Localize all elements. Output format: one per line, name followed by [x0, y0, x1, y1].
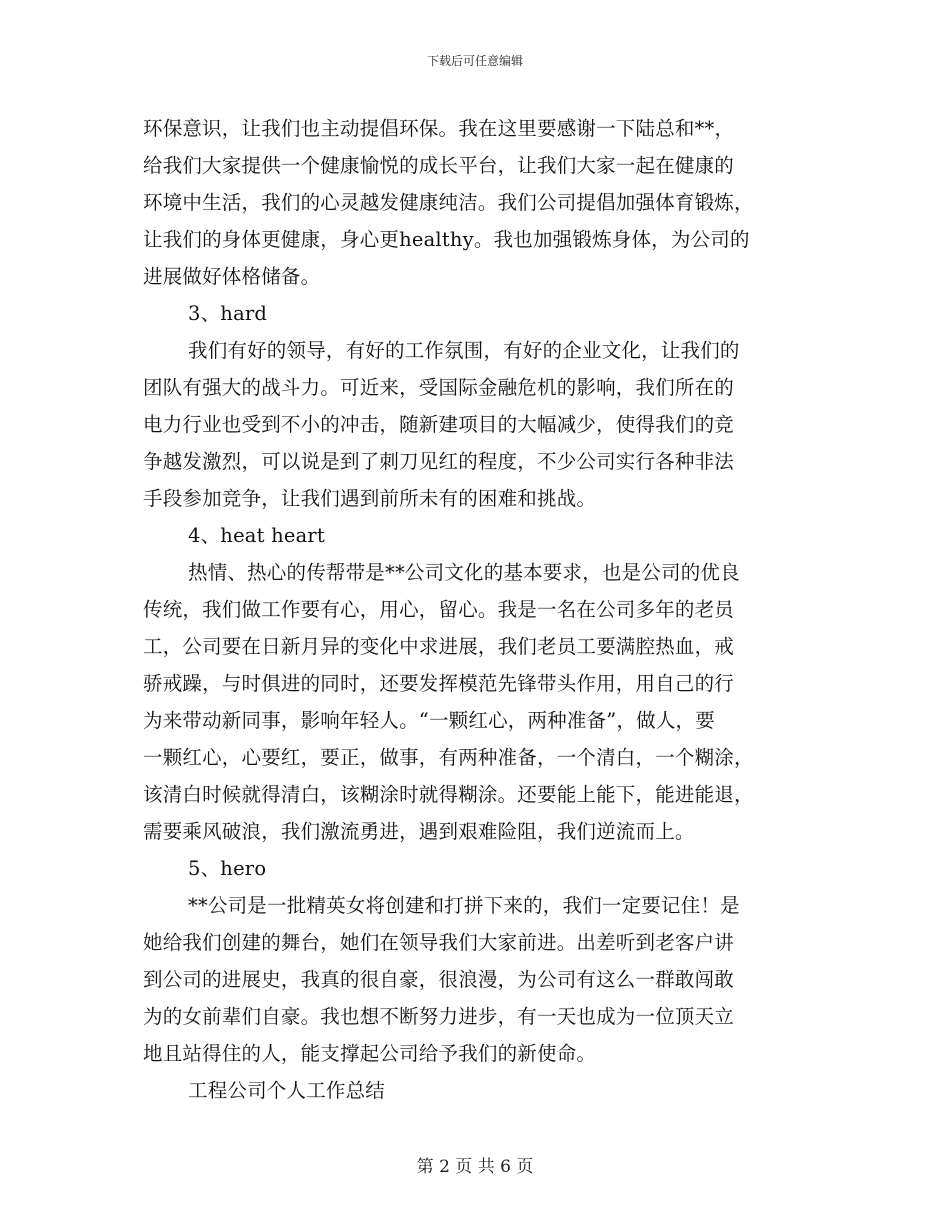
section-heading-hero: 5、hero	[188, 857, 267, 880]
body-line: 骄戒躁，与时俱进的同时，还要发挥模范先锋带头作用，用自己的行	[143, 672, 735, 695]
body-line: **公司是一批精英女将创建和打拼下来的，我们一定要记住！是	[188, 894, 740, 917]
page-header: 下载后可任意编辑	[426, 54, 523, 68]
body-line: 电力行业也受到不小的冲击，随新建项目的大幅减少，使得我们的竞	[143, 413, 735, 436]
body-line: 地且站得住的人，能支撑起公司给予我们的新使命。	[143, 1042, 597, 1065]
page-footer-number: 第 2 页 共 6 页	[416, 1157, 534, 1177]
body-line: 环保意识，让我们也主动提倡环保。我在这里要感谢一下陆总和**，	[143, 117, 735, 140]
section-heading-heat-heart: 4、heat heart	[188, 524, 325, 547]
document-body	[143, 110, 811, 1109]
body-line: 环境中生活，我们的心灵越发健康纯洁。我们公司提倡加强体育锻炼，	[143, 191, 754, 214]
body-line: 她给我们创建的舞台，她们在领导我们大家前进。出差听到老客户讲	[143, 931, 735, 954]
body-line: 该清白时候就得清白，该糊涂时就得糊涂。还要能上能下，能进能退，	[143, 783, 754, 806]
body-line: 为来带动新同事，影响年轻人。“一颗红心，两种准备”，做人，要	[143, 709, 715, 732]
section-title: 工程公司个人工作总结	[188, 1079, 386, 1102]
body-line: 我们有好的领导，有好的工作氛围，有好的企业文化，让我们的	[188, 339, 740, 362]
body-line: 团队有强大的战斗力。可近来，受国际金融危机的影响，我们所在的	[143, 376, 735, 399]
body-line: 给我们大家提供一个健康愉悦的成长平台，让我们大家一起在健康的	[143, 154, 735, 177]
body-line: 让我们的身体更健康，身心更healthy。我也加强锻炼身体，为公司的	[143, 228, 750, 251]
body-line: 为的女前辈们自豪。我也想不断努力进步，有一天也成为一位顶天立	[143, 1005, 735, 1028]
body-line: 工，公司要在日新月异的变化中求进展，我们老员工要满腔热血，戒	[143, 635, 735, 658]
body-line: 需要乘风破浪，我们激流勇进，遇到艰难险阻，我们逆流而上。	[143, 820, 695, 843]
body-line: 热情、热心的传帮带是**公司文化的基本要求，也是公司的优良	[188, 561, 740, 584]
section-heading-hard: 3、hard	[188, 302, 268, 325]
body-line: 传统，我们做工作要有心，用心，留心。我是一名在公司多年的老员	[143, 598, 735, 621]
body-line: 一颗红心，心要红，要正，做事，有两种准备，一个清白，一个糊涂，	[143, 746, 754, 769]
body-line: 进展做好体格储备。	[143, 265, 321, 288]
body-line: 手段参加竞争，让我们遇到前所未有的困难和挑战。	[143, 487, 597, 510]
body-line: 争越发激烈，可以说是到了刺刀见红的程度，不少公司实行各种非法	[143, 450, 735, 473]
body-line: 到公司的进展史，我真的很自豪，很浪漫，为公司有这么一群敢闯敢	[143, 968, 735, 991]
